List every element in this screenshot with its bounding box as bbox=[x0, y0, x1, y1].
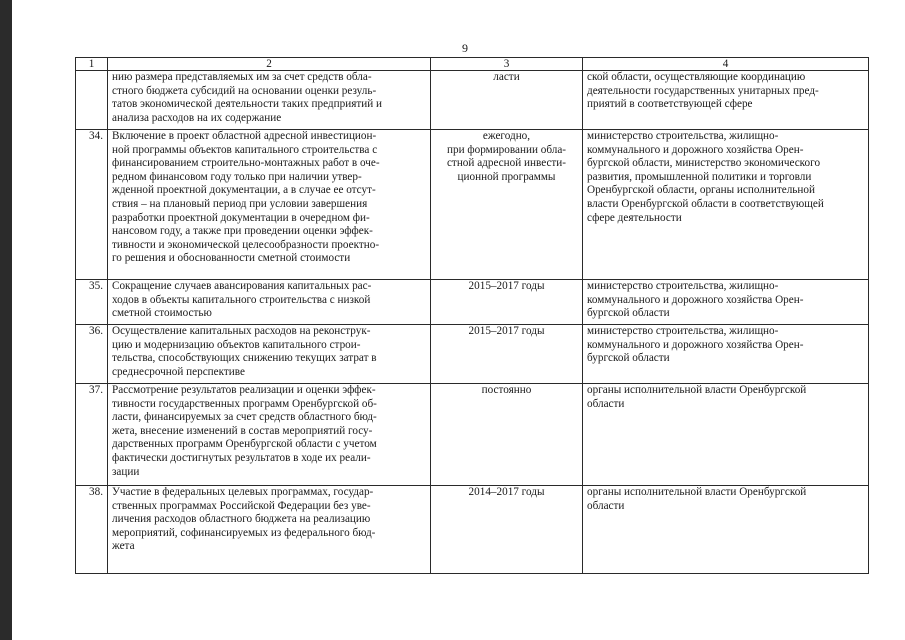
row-deadline: постоянно bbox=[431, 384, 583, 486]
row-number: 37. bbox=[76, 384, 108, 486]
row-measure: Осуществление капитальных расходов на реконструк- цию и модернизацию объектов капитального строи- тельства, способствующих снижению текущих затрат в среднесрочной перспективе bbox=[108, 325, 431, 384]
row-measure: нию размера представляемых им за счет средств обла- стного бюджета субсидий на основании оценки резуль- татов экономической деятельности таких предприятий и анализа расходов на их содержание bbox=[108, 71, 431, 130]
row-number: 34. bbox=[76, 130, 108, 280]
row-responsible: ской области, осуществляющие координацию деятельности государственных унитарных пред- приятий в соответствующей сфере bbox=[583, 71, 869, 130]
row-number bbox=[76, 71, 108, 130]
row-measure: Участие в федеральных целевых программах, государ- ственных программах Российской Федерации без уве- личения расходов областного бюджета на реализацию мероприятий, софинансируемых из федерального бюд- жета bbox=[108, 486, 431, 574]
scan-left-edge bbox=[0, 0, 12, 640]
table-row-continuation bbox=[76, 71, 869, 130]
row-number: 35. bbox=[76, 280, 108, 325]
column-header-4: 4 bbox=[583, 58, 869, 71]
row-deadline: 2015–2017 годы bbox=[431, 280, 583, 325]
column-header-1: 1 bbox=[76, 58, 108, 71]
header-row bbox=[76, 58, 869, 71]
row-deadline: ласти bbox=[431, 71, 583, 130]
row-measure: Сокращение случаев авансирования капитальных рас- ходов в объекты капитального строительства с низкой сметной стоимостью bbox=[108, 280, 431, 325]
row-deadline: 2014–2017 годы bbox=[431, 486, 583, 574]
row-number: 36. bbox=[76, 325, 108, 384]
row-measure: Рассмотрение результатов реализации и оценки эффек- тивности государственных программ Оренбургской об- ласти, финансируемых за счет средств областного бюд- жета, внесение изменений в состав мероприятий госу- дарственных программ Оренбургской области с учетом фактически достигнутых результатов в ходе их реали- зации bbox=[108, 384, 431, 486]
table-row-37 bbox=[76, 384, 869, 486]
measures-table bbox=[75, 57, 869, 574]
column-header-2: 2 bbox=[108, 58, 431, 71]
table-row-34 bbox=[76, 130, 869, 280]
page-number: 9 bbox=[462, 41, 468, 55]
row-responsible: министерство строительства, жилищно- коммунального и дорожного хозяйства Орен- бургской области bbox=[583, 280, 869, 325]
row-responsible: министерство строительства, жилищно- коммунального и дорожного хозяйства Орен- бургской области, министерство экономического развития, промышленной политики и торговли Оренбургской области, органы исполнительной власти Оренбургской области в соответствующей сфере деятельности bbox=[583, 130, 869, 280]
row-deadline: 2015–2017 годы bbox=[431, 325, 583, 384]
column-header-3: 3 bbox=[431, 58, 583, 71]
row-measure: Включение в проект областной адресной инвестицион- ной программы объектов капитального строительства с финансированием строительно-монтажных работ в оче- редном финансовом году только при наличии утвер- жденной проектной документации, а в случае ее отсут- ствия – на плановый период при условии завершения разработки проектной документации в очередном фи- нансовом году, а также при проведении оценки эффек- тивности и экономической целесообразности проектно- го решения и обоснованности сметной стоимости bbox=[108, 130, 431, 280]
row-responsible: министерство строительства, жилищно- коммунального и дорожного хозяйства Орен- бургской области bbox=[583, 325, 869, 384]
row-responsible: органы исполнительной власти Оренбургской области bbox=[583, 384, 869, 486]
table-row-36 bbox=[76, 325, 869, 384]
row-number: 38. bbox=[76, 486, 108, 574]
row-responsible: органы исполнительной власти Оренбургской области bbox=[583, 486, 869, 574]
table-row-38 bbox=[76, 486, 869, 574]
table-row-35 bbox=[76, 280, 869, 325]
row-deadline: ежегодно, при формировании обла- стной адресной инвести- ционной программы bbox=[431, 130, 583, 280]
